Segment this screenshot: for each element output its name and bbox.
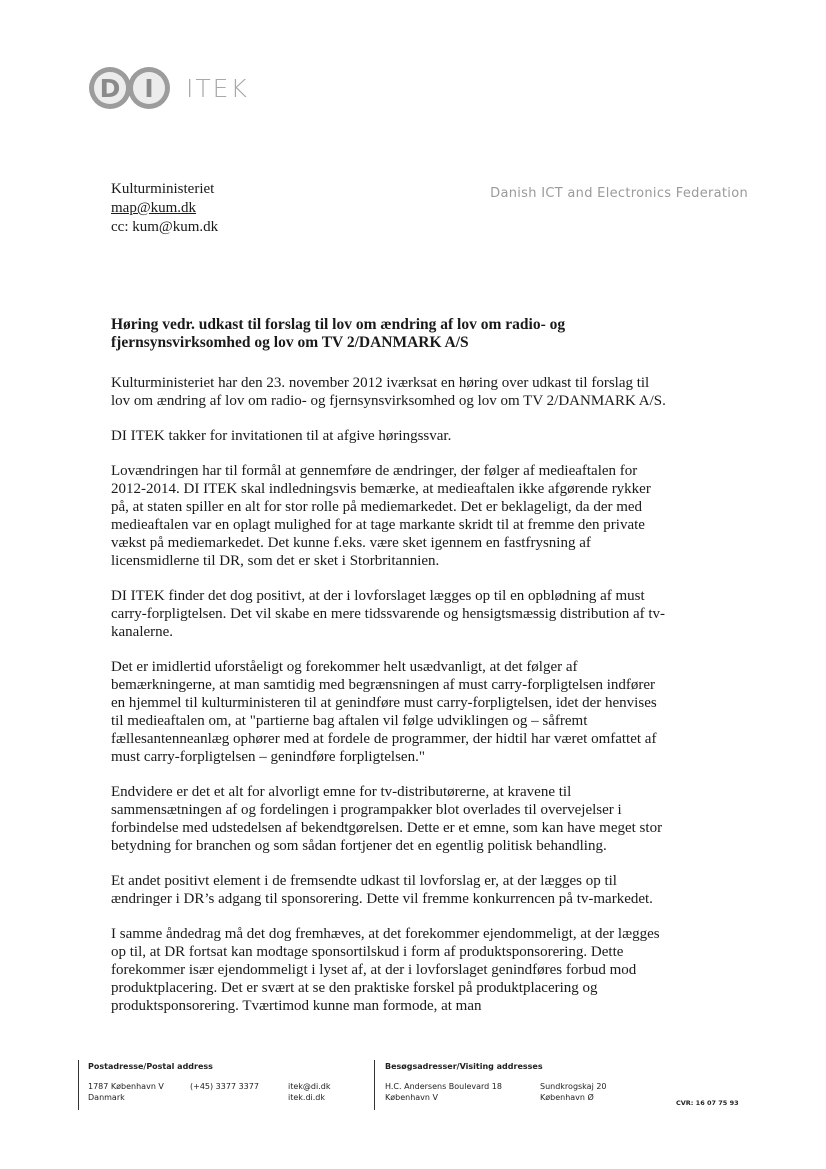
recipient-cc: cc: kum@kum.dk (111, 219, 219, 235)
logo-text: ITEK (186, 73, 249, 103)
visit2-line-2: København Ø (540, 1093, 594, 1102)
paragraph-1: Kulturministeriet har den 23. november 2012 iværksat en høring over udkast til forslag til lov om ændring af lov om radio- og fjernsynsvirksomhed og lov om TV 2/DANMARK A/S. (111, 375, 666, 409)
letter-body (111, 316, 671, 1032)
logo-letter-i: I (144, 74, 154, 103)
paragraph-4: DI ITEK finder det dog positivt, at der i lovforslaget lægges op til en opblødning af must carry-forpligtelsen. Det vil skabe en mere tidssvarende og hensigtsmæssig distribution af tv-kanalerne. (111, 588, 666, 640)
paragraph-5: Det er imidlertid uforståeligt og forekommer helt usædvanligt, at det følger af bemærkningerne, at man samtidig med begrænsningen af must carry-forpligtelsen indfører en hjemmel til kulturministeren til at genindføre must carry-forpligtelsen, idet der henvises til medieaftalen om, at "partierne bag aftalen vil følge udviklingen og – såfremt fællesantenneanlæg ophører med at fordele de programmer, der hidtil har været omfattet af must carry-forpligtelsen – genindføre forpligtelsen." (111, 659, 657, 765)
contact-email[interactable]: itek@di.dk (288, 1082, 331, 1091)
visiting-address-2 (540, 1081, 607, 1103)
recipient-name: Kulturministeriet (111, 181, 215, 197)
federation-name: Danish ICT and Electronics Federation (490, 186, 748, 201)
cvr-number: CVR: 16 07 75 93 (676, 1099, 739, 1107)
postal-line-2: Danmark (88, 1093, 125, 1102)
contact-web[interactable]: itek.di.dk (288, 1093, 326, 1102)
postal-address (88, 1081, 164, 1103)
visiting-label: Besøgsadresser/Visiting addresses (385, 1062, 543, 1071)
paragraph-8: I samme åndedrag må det dog fremhæves, at det forekommer ejendommeligt, at der lægges op til, at DR fortsat kan modtage sponsortilskud i form af produktsponsorering. Dette forekommer især ejendommeligt i lyset af, at der i lovforslaget genindføres forbud mod produktplacering. Det er svært at se den praktiske forskel på produktplacering og produktsponsorering. Tværtimod kunne man formode, at man (111, 926, 660, 1014)
page-footer (0, 1058, 826, 1118)
footer-divider-left (78, 1060, 79, 1110)
logo-letter-d: D (99, 74, 121, 103)
phone-number: (+45) 3377 3377 (190, 1082, 259, 1091)
paragraph-6: Endvidere er det et alt for alvorligt emne for tv-distributørerne, at kravene til sammensætningen af og fordelingen i programpakker blot overlades til overvejelser i forbindelse med udstedelsen af bekendtgørelsen. Dette er et emne, som kan have meget stor betydning for branchen og som sådan fortjener det en egentlig politisk behandling. (111, 784, 663, 854)
visit1-line-2: København V (385, 1093, 439, 1102)
di-logo-icon (88, 64, 172, 112)
recipient-email-link[interactable]: map@kum.dk (111, 200, 197, 216)
postal-label: Postadresse/Postal address (88, 1062, 213, 1071)
contact-block (288, 1081, 330, 1103)
di-itek-logo (88, 64, 249, 112)
letter-title: Høring vedr. udkast til forslag til lov om ændring af lov om radio- og fjernsynsvirksomhed og lov om TV 2/DANMARK A/S (111, 316, 566, 351)
paragraph-7: Et andet positivt element i de fremsendte udkast til lovforslag er, at der lægges op til ændringer i DR’s adgang til sponsorering. Dette vil fremme konkurrencen på tv-markedet. (111, 873, 653, 907)
paragraph-3: Lovændringen har til formål at gennemføre de ændringer, der følger af medieaftalen for 2012-2014. DI ITEK skal indledningsvis bemærke, at medieaftalen ikke afgørende rykker på, at staten spiller en alt for stor rolle på mediemarkedet. Det er beklageligt, da der med medieaftalen var en oplagt mulighed for at tage markante skridt til at fremme den private vækst på mediemarkedet. Det kunne f.eks. være sket igennem en fastfrysning af licensmidlerne til DR, som det er sket i Storbritannien. (111, 463, 651, 569)
postal-line-1: 1787 København V (88, 1082, 164, 1091)
visit2-line-1: Sundkrogskaj 20 (540, 1082, 607, 1091)
visiting-address-1 (385, 1081, 502, 1103)
recipient-block (111, 180, 218, 237)
footer-divider-middle (374, 1060, 375, 1110)
visit1-line-1: H.C. Andersens Boulevard 18 (385, 1082, 502, 1091)
paragraph-2: DI ITEK takker for invitationen til at afgive høringssvar. (111, 428, 452, 444)
